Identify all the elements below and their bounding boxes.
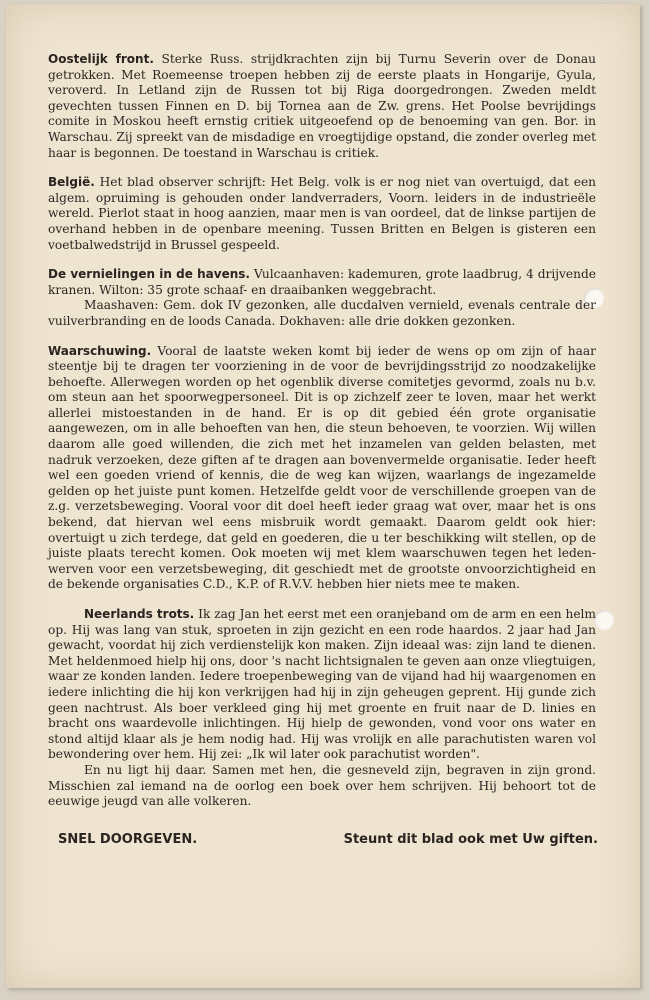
section-text: Het blad observer schrijft: Het Belg. volk is er nog niet van overtuigd, dat een algem. opruiming is gehouden onder landverraders, Voorn. leiders in de industrieële wereld. Pierlot staat in hoog aanzien, maar men is van oordeel, dat de linkse partijen de overhand hebben in de openbare meening. Tussen Britten en Belgen is gisteren een voetbalwedstrijd in Brussel gespeeld.: [48, 175, 597, 252]
section-eastern-front: [48, 52, 596, 161]
section-paragraph: [48, 344, 596, 594]
footer-support: Steunt dit blad ook met Uw giften.: [343, 832, 598, 847]
section-paragraph: [48, 298, 596, 329]
section-paragraph: [48, 763, 596, 810]
section-paragraph: [48, 267, 596, 298]
section-paragraph: [48, 52, 596, 161]
section-text: Maashaven: Gem. dok IV gezonken, alle ducdalven vernield, evenals centrale der vuilverbranding en de loods Canada. Dokhaven: alle drie dokken gezonken.: [48, 298, 596, 328]
section-heading: Oostelijk front.: [48, 52, 154, 66]
section-warning: [48, 344, 596, 594]
section-dutch-pride: [48, 607, 596, 810]
section-paragraph: [48, 607, 596, 763]
article-body: [48, 52, 596, 824]
section-heading: Neerlands trots.: [84, 607, 195, 621]
section-text: Ik zag Jan het eerst met een oranjeband om de arm en een helm op. Hij was lang van stuk, sproeten in zijn gezicht en een rode haardos. 2 jaar had Jan gewacht, voordat hij zich verdienstelijk kon maken. Zijn ideaal was: zijn land te dienen. Met heldenmoed hielp hij ons, door 's nacht lichtsignalen te geven aan onze vliegtuigen, waar ze konden landen. Iedere troepenbeweging van de vijand had hij waargenomen en iedere inlichting die hij kon verkrijgen had hij in zijn geheugen geprent. Hij gunde zich geen nachtrust. Als boer verkleed ging hij met groente en fruit naar de D. linies en bracht ons waardevolle inlichtingen. Hij hielp de gewonden, vond voor ons water en stond altijd klaar als je hem nodig had. Hij was vrolijk en alle parachutisten waren vol bewondering over hem. Hij zei: „Ik wil later ook parachutist worden".: [48, 607, 596, 762]
section-text: En nu ligt hij daar. Samen met hen, die gesneveld zijn, begraven in zijn grond. Misschien zal iemand na de oorlog een boek over hem schrijven. Hij behoort tot de eeuwige jeugd van alle volkeren.: [48, 762, 596, 809]
section-text: Vulcaanhaven: kademuren, grote laadbrug, 4 drijvende kranen. Wilton: 35 grote schaaf- en draaibanken weggebracht.: [48, 267, 596, 297]
section-belgium: [48, 175, 596, 253]
section-heading: De vernielingen in de havens.: [48, 267, 250, 282]
footer-pass-on: SNEL DOORGEVEN.: [58, 832, 198, 847]
page-footer: [58, 832, 598, 847]
section-harbours: [48, 267, 596, 329]
section-text: Vooral de laatste weken komt bij ieder de wens op om zijn of haar steentje bij te dragen ter voorziening in de voor de bevrijdingsstrijd zo noodzakelijke behoefte. Allerwegen worden op het ogenblik diverse comitetjes gevormd, zoals nu b.v. om steun aan het spoorwegpersoneel. Dit is op zichzelf zeer te loven, maar het werkt allerlei mistoestanden in de hand. Er is op dit gebied één grote organisatie aangewezen, om in alle behoeften van hen, die steun behoeven, te voorzien. Wij willen daarom alle goed willenden, die zich met het inzamelen van gelden belasten, met nadruk verzoeken, deze giften af te dragen aan bovenvermelde organisatie. Ieder heeft wel een goeden vriend of kennis, die de weg kan wijzen, waarlangs de ingezamelde gelden op het juiste punt komen. Hetzelfde geldt voor de verschillende groepen van de z.g. verzetsbeweging. Vooral voor dit doel heeft ieder graag wat over, maar het is ons bekend, dat hiervan wel eens misbruik wordt gemaakt. Daarom geldt ook hier: overtuigt u zich terdege, dat geld en goederen, die u ter beschikking wilt stellen, op de juiste plaats terecht komen. Ook moeten wij met klem waarschuwen tegen het leden-werven voor een verzetsbeweging, dit geschiedt met de grootste onvoorzichtigheid en de bekende organisaties C.D., K.P. of R.V.V. hebben hier niets mee te maken.: [48, 343, 597, 592]
section-heading: België.: [48, 175, 95, 190]
section-text: Sterke Russ. strijdkrachten zijn bij Turnu Severin over de Donau getrokken. Met Roemeense troepen hebben zij de eerste plaats in Hongarije, Gyula, veroverd. In Letland zijn de Russen tot bij Riga doorgedrongen. Zweden meldt gevechten tussen Finnen en D. bij Tornea aan de Zw. grens. Het Poolse bevrijdings comite in Moskou heeft ernstig critiek uitgeoefend op de benoeming van gen. Bor. in Warschau. Zij spreekt van de misdadige en vroegtijdige opstand, die zonder overleg met haar is begonnen. De toestand in Warschau is critiek.: [48, 52, 596, 160]
section-heading: Waarschuwing.: [48, 343, 152, 358]
section-paragraph: [48, 175, 596, 253]
punch-hole-bottom: [594, 610, 614, 630]
